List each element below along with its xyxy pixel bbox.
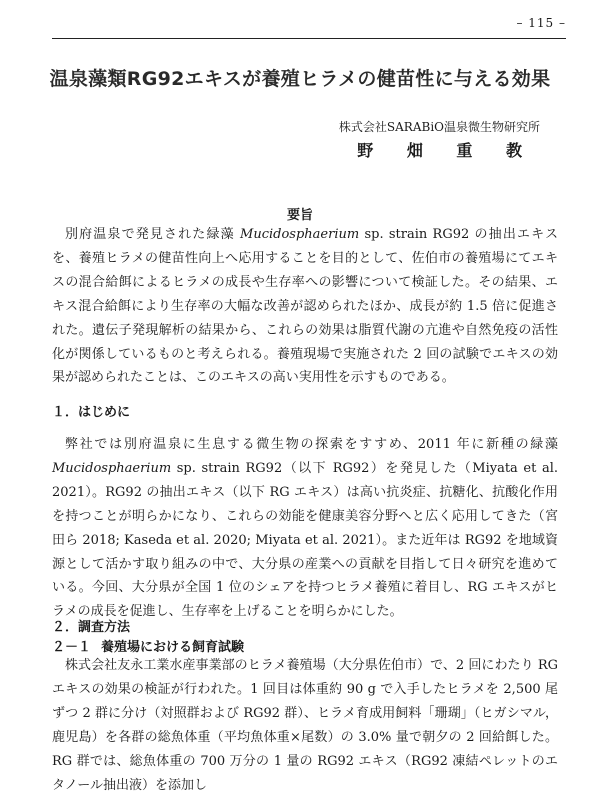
abstract-text-part2: sp. strain RG92 の抽出エキスを、養殖ヒラメの健苗性向上へ応用することを目的として、佐伯市の養殖場にてエキスの混合給餌によるヒラメの成長や生存率への影響について検証した。その結果、エキス混合給餌により生存率の大幅な改善が認められたほか、成長が約 1.5 倍に促進された。遺伝子発現解析の結果から、これらの効果は脂質代謝の亢進や自然免疫の活性化が関係しているものと考えられる。養殖現場で実施された 2 回の試験でエキスの効果が認められたことは、このエキスの高い実用性を示すものである。	[52, 227, 558, 386]
header-rule	[52, 38, 566, 39]
abstract-paragraph	[52, 223, 558, 390]
author-name: 野 畑 重 教	[357, 141, 536, 160]
intro-text-part1: 弊社では別府温泉に生息する微生物の探索をすすめ、2011 年に新種の緑藻	[65, 437, 558, 452]
subsection-title: 養殖場における飼育試験	[101, 640, 245, 655]
page-number: – 115 –	[516, 16, 566, 30]
subsection-2-1-heading	[52, 636, 244, 655]
abstract-species-name: Mucidosphaerium	[240, 227, 360, 242]
introduction-paragraph	[52, 433, 558, 624]
intro-species-name: Mucidosphaerium	[52, 460, 172, 476]
section-1-heading: １．はじめに	[52, 405, 131, 420]
abstract-text-part1: 別府温泉で発見された緑藻	[65, 227, 241, 242]
author-affiliation: 株式会社SARABiO温泉微生物研究所	[338, 120, 540, 134]
page-title: 温泉藻類RG92エキスが養殖ヒラメの健苗性に与える効果	[49, 68, 551, 90]
section-2-heading: ２．調査方法	[52, 620, 131, 635]
subsection-number: ２－１	[52, 640, 92, 655]
methods-paragraph: 株式会社友永工業水産事業部のヒラメ養殖場（大分県佐伯市）で、2 回にわたり RG エキスの効果の検証が行われた。1 回目は体重約 90 g で入手したヒラメを 2,500 尾ずつ 2 群に分け（対照群および RG92 群）、ヒラメ育成用飼料「珊瑚」（ヒガシマル，鹿児島）を各群の総魚体重（平均魚体重×尾数）の 3.0% 量で朝夕の 2 回給餌した。RG 群では、総魚体重の 700 万分の 1 量の RG92 エキス（RG92 凍結ペレットのエタノール抽出液）を添加し	[52, 658, 558, 793]
intro-text-part2: sp. strain RG92（以下 RG92）を発見した（Miyata et al. 2021）。RG92 の抽出エキス（以下 RG エキス）は高い抗炎症、抗糖化、抗酸化作用を持つことが明らかになり、これらの効能を健康美容分野へと広く応用してきた（宮田ら 2018; Kaseda et al. 2020; Miyata et al. 2021）。また近年は RG92 を地域資源として活かす取り組みの中で、大分県の産業への貢献を目指して日々研究を進めている。今回、大分県が全国 1 位のシェアを持つヒラメ養殖に着目し、RG エキスがヒラメの成長を促進し、生存率を上げることを明らかにした。	[52, 460, 558, 620]
abstract-heading: 要旨	[286, 208, 313, 223]
